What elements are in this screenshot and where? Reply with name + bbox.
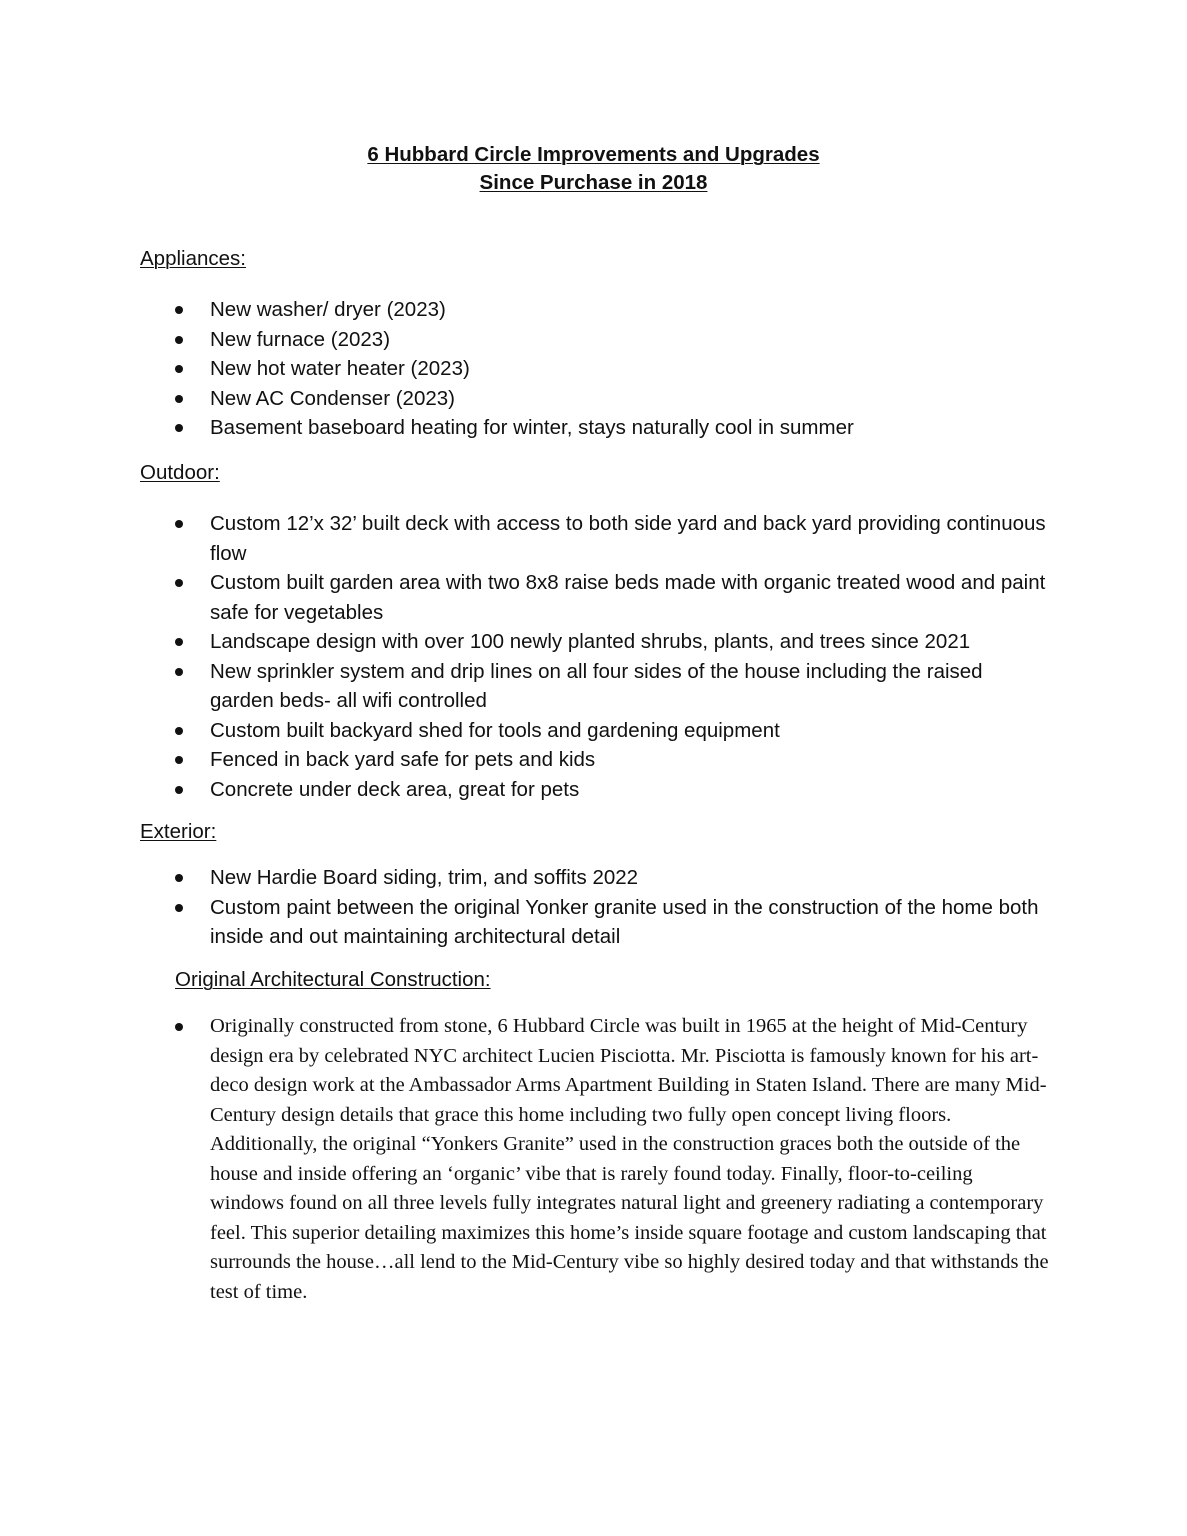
title-line-2: Since Purchase in 2018 [479,171,708,194]
list-item: New sprinkler system and drip lines on all four sides of the house including the raised garden beds- all wifi controlled [0,657,1050,716]
list-item: Custom built backyard shed for tools and gardening equipment [0,716,1050,746]
list-item: New Hardie Board siding, trim, and soffits 2022 [0,863,1050,893]
title-line-1: 6 Hubbard Circle Improvements and Upgrades [367,143,820,166]
list-item: Basement baseboard heating for winter, stays naturally cool in summer [0,413,1050,443]
outdoor-list [0,509,1050,804]
list-item: New washer/ dryer (2023) [0,295,1050,325]
appliances-heading: Appliances: [140,247,246,270]
list-item: Custom built garden area with two 8x8 raise beds made with organic treated wood and paint safe for vegetables [0,568,1050,627]
list-item: Concrete under deck area, great for pets [0,775,1050,805]
list-item: New AC Condenser (2023) [0,384,1050,414]
document-title [0,141,1187,197]
list-item: New hot water heater (2023) [0,354,1050,384]
architectural-list [0,1012,1050,1307]
list-item: Landscape design with over 100 newly planted shrubs, plants, and trees since 2021 [0,627,1050,657]
appliances-list [0,295,1050,443]
list-item: New furnace (2023) [0,325,1050,355]
exterior-heading: Exterior: [140,820,217,843]
list-item: Fenced in back yard safe for pets and kids [0,745,1050,775]
exterior-list [0,863,1050,952]
architectural-heading: Original Architectural Construction: [175,968,491,991]
outdoor-heading: Outdoor: [140,461,220,484]
list-item: Custom paint between the original Yonker granite used in the construction of the home both inside and out maintaining architectural detail [0,893,1050,952]
list-item: Originally constructed from stone, 6 Hubbard Circle was built in 1965 at the height of Mid-Century design era by celebrated NYC architect Lucien Pisciotta. Mr. Pisciotta is famously known for his art-deco design work at the Ambassador Arms Apartment Building in Staten Island. There are many Mid-Century design details that grace this home including two fully open concept living floors. Additionally, the original “Yonkers Granite” used in the construction graces both the outside of the house and inside offering an ‘organic’ vibe that is rarely found today. Finally, floor-to-ceiling windows found on all three levels fully integrates natural light and greenery radiating a contemporary feel. This superior detailing maximizes this home’s inside square footage and custom landscaping that surrounds the house…all lend to the Mid-Century vibe so highly desired today and that withstands the test of time. [0,1012,1050,1307]
list-item: Custom 12’x 32’ built deck with access to both side yard and back yard providing continuous flow [0,509,1050,568]
